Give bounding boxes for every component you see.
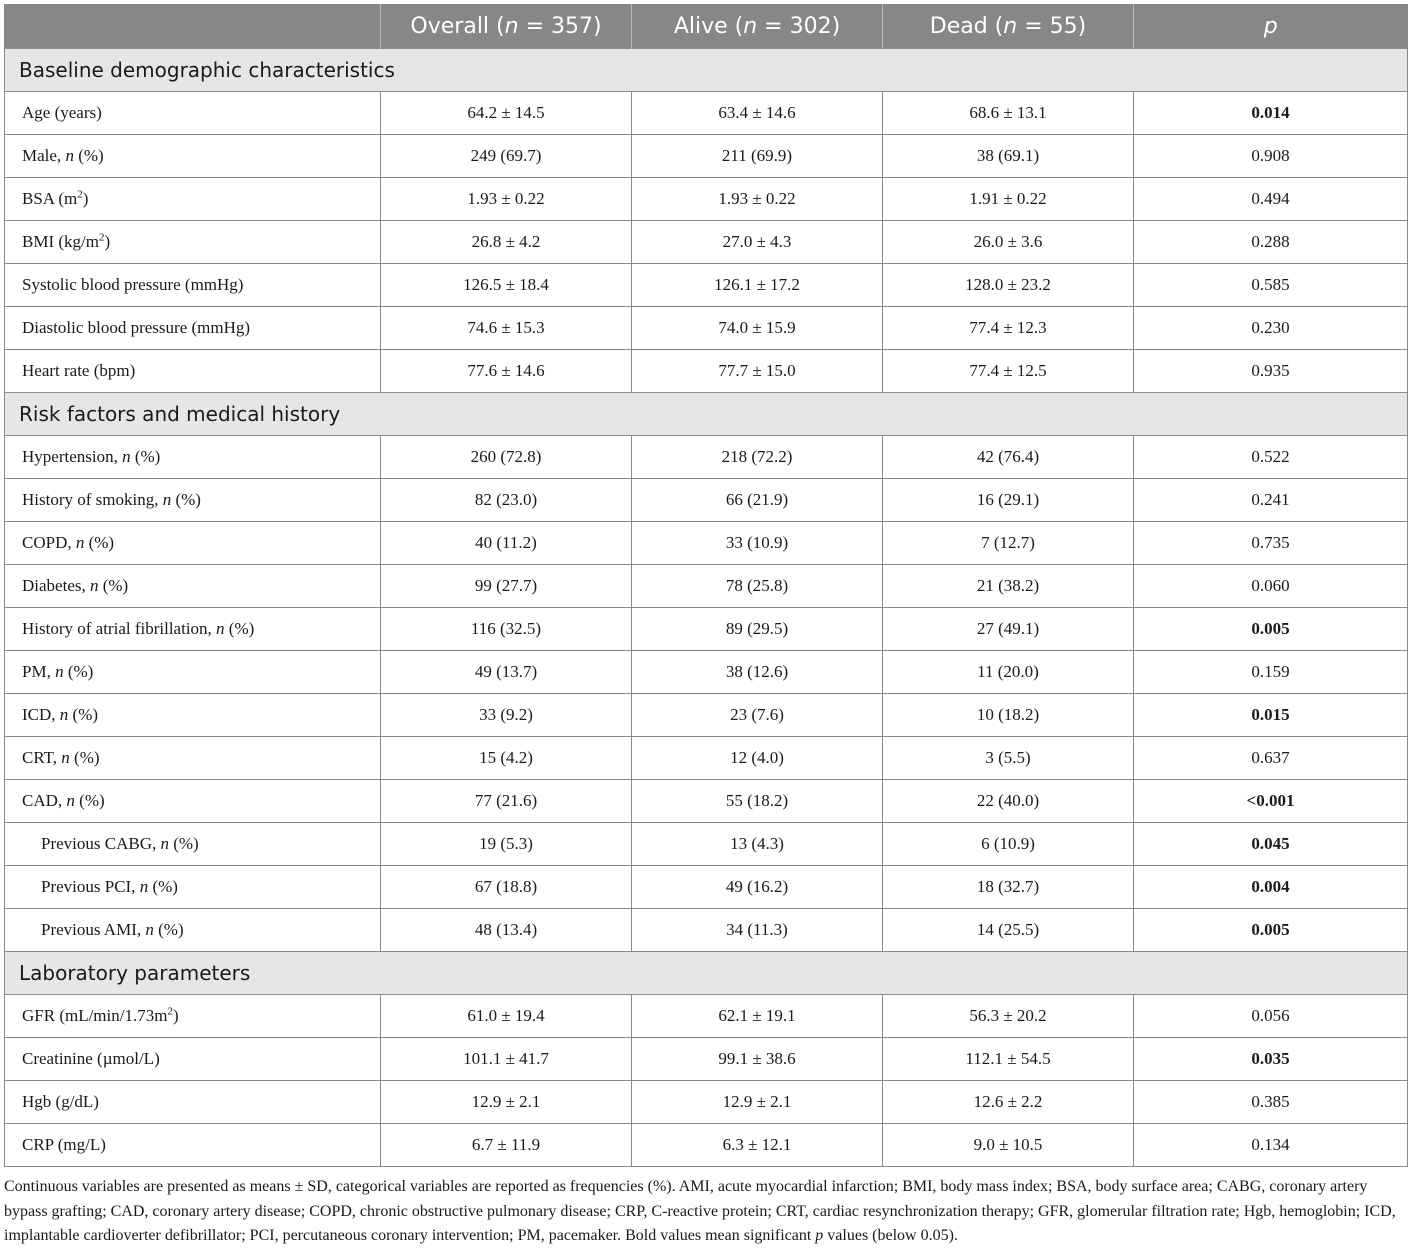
value-cell-0: 64.2 ± 14.5 <box>381 92 632 135</box>
p-value-cell: 0.522 <box>1134 436 1408 479</box>
row-label <box>5 737 381 780</box>
row-label-text-end: (%) <box>63 662 94 681</box>
row-label-text: Previous AMI, <box>41 920 146 939</box>
row-label-n-italic: n <box>162 490 172 509</box>
p-value-cell: 0.494 <box>1134 178 1408 221</box>
p-value-cell: 0.908 <box>1134 135 1408 178</box>
table-row <box>5 909 1408 952</box>
row-label-text-end: (%) <box>98 576 129 595</box>
table-row <box>5 92 1408 135</box>
row-label <box>5 909 381 952</box>
p-value-cell: 0.385 <box>1134 1081 1408 1124</box>
row-label-n-italic: n <box>65 146 74 165</box>
table-row <box>5 1124 1408 1167</box>
row-label <box>5 350 381 393</box>
column-header-0 <box>5 4 381 49</box>
row-label <box>5 264 381 307</box>
table-row <box>5 522 1408 565</box>
row-label-text-end: (%) <box>168 834 199 853</box>
value-cell-1: 62.1 ± 19.1 <box>632 995 883 1038</box>
table-row <box>5 995 1408 1038</box>
value-cell-2: 6 (10.9) <box>883 823 1134 866</box>
row-label-superscript: 2 <box>77 188 83 201</box>
value-cell-1: 33 (10.9) <box>632 522 883 565</box>
row-label-text-end: (%) <box>69 748 100 767</box>
table-row <box>5 135 1408 178</box>
table-header <box>5 4 1408 49</box>
value-cell-0: 82 (23.0) <box>381 479 632 522</box>
p-value-cell: 0.159 <box>1134 651 1408 694</box>
p-value-cell: 0.735 <box>1134 522 1408 565</box>
value-cell-2: 38 (69.1) <box>883 135 1134 178</box>
column-header-italic: n <box>743 13 758 39</box>
value-cell-1: 1.93 ± 0.22 <box>632 178 883 221</box>
column-header-text-end: = 357) <box>518 13 602 39</box>
column-header-1 <box>381 4 632 49</box>
p-value-cell: 0.005 <box>1134 608 1408 651</box>
value-cell-2: 14 (25.5) <box>883 909 1134 952</box>
value-cell-1: 49 (16.2) <box>632 866 883 909</box>
p-value-cell: 0.060 <box>1134 565 1408 608</box>
value-cell-2: 77.4 ± 12.5 <box>883 350 1134 393</box>
row-label-text: Diastolic blood pressure (mmHg) <box>22 318 251 337</box>
value-cell-0: 67 (18.8) <box>381 866 632 909</box>
row-label-text: History of smoking, <box>22 490 163 509</box>
value-cell-2: 42 (76.4) <box>883 436 1134 479</box>
row-label-text: CRP (mg/L) <box>22 1135 106 1154</box>
value-cell-0: 19 (5.3) <box>381 823 632 866</box>
value-cell-2: 12.6 ± 2.2 <box>883 1081 1134 1124</box>
table-row <box>5 350 1408 393</box>
row-label-text: Previous PCI, <box>41 877 140 896</box>
value-cell-1: 218 (72.2) <box>632 436 883 479</box>
row-label-text-end: (%) <box>148 877 178 896</box>
p-value-cell: 0.230 <box>1134 307 1408 350</box>
table-row <box>5 565 1408 608</box>
row-label-text: Age (years) <box>22 103 102 122</box>
row-label-text: BMI (kg/m <box>22 232 99 251</box>
row-label-text: ICD, <box>22 705 60 724</box>
section-title: Laboratory parameters <box>5 952 1408 995</box>
row-label-text: Previous CABG, <box>41 834 161 853</box>
column-header-text-end: = 302) <box>757 13 841 39</box>
value-cell-2: 56.3 ± 20.2 <box>883 995 1134 1038</box>
table-row <box>5 866 1408 909</box>
row-label-text: Male, <box>22 146 66 165</box>
column-header-italic: n <box>1003 13 1018 39</box>
row-label-text: Hypertension, <box>22 447 123 466</box>
table-footnote <box>4 1175 1407 1249</box>
table-body <box>5 49 1408 1167</box>
table-row <box>5 221 1408 264</box>
row-label-text-end: ) <box>82 189 89 208</box>
p-value-cell: 0.585 <box>1134 264 1408 307</box>
value-cell-2: 7 (12.7) <box>883 522 1134 565</box>
value-cell-1: 55 (18.2) <box>632 780 883 823</box>
section-header-row <box>5 393 1408 436</box>
value-cell-2: 9.0 ± 10.5 <box>883 1124 1134 1167</box>
value-cell-1: 23 (7.6) <box>632 694 883 737</box>
value-cell-0: 249 (69.7) <box>381 135 632 178</box>
row-label-text-end: (%) <box>68 705 99 724</box>
row-label-n-italic: n <box>160 834 169 853</box>
row-label <box>5 1081 381 1124</box>
value-cell-1: 66 (21.9) <box>632 479 883 522</box>
row-label <box>5 178 381 221</box>
table-row <box>5 737 1408 780</box>
table-row <box>5 436 1408 479</box>
value-cell-2: 16 (29.1) <box>883 479 1134 522</box>
value-cell-2: 27 (49.1) <box>883 608 1134 651</box>
row-label-n-italic: n <box>145 920 154 939</box>
value-cell-0: 101.1 ± 41.7 <box>381 1038 632 1081</box>
value-cell-0: 77 (21.6) <box>381 780 632 823</box>
column-header-italic: p <box>1263 13 1278 39</box>
row-label-text: GFR (mL/min/1.73m <box>22 1006 168 1025</box>
table-row <box>5 479 1408 522</box>
value-cell-2: 3 (5.5) <box>883 737 1134 780</box>
row-label-text: Systolic blood pressure (mmHg) <box>22 275 244 294</box>
value-cell-2: 21 (38.2) <box>883 565 1134 608</box>
p-value-cell: 0.015 <box>1134 694 1408 737</box>
value-cell-0: 6.7 ± 11.9 <box>381 1124 632 1167</box>
p-value-cell: 0.035 <box>1134 1038 1408 1081</box>
row-label <box>5 436 381 479</box>
value-cell-1: 12.9 ± 2.1 <box>632 1081 883 1124</box>
footnote-text: Continuous variables are presented as means ± SD, categorical variables are reported as frequencies (%). AMI, acute myocardial infarction; BMI, body mass index; BSA, body surface area; CABG, coronary artery bypass grafting; CAD, coronary artery disease; COPD, chronic obstructive pulmonary disease; CRP, C-reactive protein; CRT, cardiac resynchronization therapy; GFR, glomerular filtration rate; Hgb, hemoglobin; ICD, implantable cardioverter defibrillator; PCI, percutaneous coronary intervention; PM, pacemaker. Bold values mean significant <box>4 1178 1396 1244</box>
row-label-text-end: ) <box>172 1006 179 1025</box>
row-label <box>5 92 381 135</box>
column-header-2 <box>632 4 883 49</box>
row-label-text-end: (%) <box>153 920 184 939</box>
row-label-text: CAD, <box>22 791 67 810</box>
column-header-4 <box>1134 4 1408 49</box>
row-label-text: Creatinine (µmol/L) <box>22 1049 160 1068</box>
table-row <box>5 307 1408 350</box>
row-label-n-italic: n <box>75 533 85 552</box>
row-label-text-end: ) <box>104 232 111 251</box>
value-cell-0: 26.8 ± 4.2 <box>381 221 632 264</box>
value-cell-0: 40 (11.2) <box>381 522 632 565</box>
footnote-text-end: values (below 0.05). <box>823 1227 958 1244</box>
p-value-cell: 0.004 <box>1134 866 1408 909</box>
value-cell-1: 13 (4.3) <box>632 823 883 866</box>
section-header-row <box>5 952 1408 995</box>
section-title: Risk factors and medical history <box>5 393 1408 436</box>
footnote-italic: p <box>815 1227 824 1244</box>
table-row <box>5 1081 1408 1124</box>
value-cell-2: 1.91 ± 0.22 <box>883 178 1134 221</box>
value-cell-0: 61.0 ± 19.4 <box>381 995 632 1038</box>
value-cell-0: 260 (72.8) <box>381 436 632 479</box>
value-cell-0: 126.5 ± 18.4 <box>381 264 632 307</box>
value-cell-2: 11 (20.0) <box>883 651 1134 694</box>
column-header-3 <box>883 4 1134 49</box>
value-cell-2: 68.6 ± 13.1 <box>883 92 1134 135</box>
value-cell-1: 99.1 ± 38.6 <box>632 1038 883 1081</box>
column-header-text: Alive ( <box>673 13 744 39</box>
column-header-text-end: = 55) <box>1017 13 1087 39</box>
value-cell-1: 6.3 ± 12.1 <box>632 1124 883 1167</box>
p-value-cell: 0.005 <box>1134 909 1408 952</box>
row-label-text-end: (%) <box>84 533 115 552</box>
baseline-characteristics-table <box>4 4 1408 1167</box>
row-label-text: Diabetes, <box>22 576 90 595</box>
value-cell-2: 128.0 ± 23.2 <box>883 264 1134 307</box>
value-cell-1: 34 (11.3) <box>632 909 883 952</box>
column-header-italic: n <box>504 13 519 39</box>
value-cell-1: 27.0 ± 4.3 <box>632 221 883 264</box>
row-label <box>5 221 381 264</box>
row-label <box>5 522 381 565</box>
value-cell-0: 12.9 ± 2.1 <box>381 1081 632 1124</box>
value-cell-1: 211 (69.9) <box>632 135 883 178</box>
row-label <box>5 1124 381 1167</box>
row-label-n-italic: n <box>139 877 149 896</box>
row-label-text: PM, <box>22 662 56 681</box>
row-label <box>5 135 381 178</box>
row-label-text: Heart rate (bpm) <box>22 361 136 380</box>
value-cell-0: 1.93 ± 0.22 <box>381 178 632 221</box>
value-cell-0: 33 (9.2) <box>381 694 632 737</box>
value-cell-1: 126.1 ± 17.2 <box>632 264 883 307</box>
p-value-cell: <0.001 <box>1134 780 1408 823</box>
p-value-cell: 0.134 <box>1134 1124 1408 1167</box>
value-cell-1: 89 (29.5) <box>632 608 883 651</box>
table-row <box>5 694 1408 737</box>
p-value-cell: 0.241 <box>1134 479 1408 522</box>
row-label-superscript: 2 <box>98 231 105 244</box>
row-label-text: BSA (m <box>22 189 78 208</box>
table-container <box>4 4 1407 1167</box>
value-cell-0: 48 (13.4) <box>381 909 632 952</box>
row-label-text-end: (%) <box>130 447 161 466</box>
p-value-cell: 0.045 <box>1134 823 1408 866</box>
row-label <box>5 307 381 350</box>
value-cell-0: 116 (32.5) <box>381 608 632 651</box>
row-label-text-end: (%) <box>171 490 201 509</box>
value-cell-0: 49 (13.7) <box>381 651 632 694</box>
table-row <box>5 608 1408 651</box>
row-label-n-italic: n <box>216 619 225 638</box>
value-cell-2: 18 (32.7) <box>883 866 1134 909</box>
value-cell-2: 10 (18.2) <box>883 694 1134 737</box>
value-cell-1: 38 (12.6) <box>632 651 883 694</box>
value-cell-1: 77.7 ± 15.0 <box>632 350 883 393</box>
row-label-text: COPD, <box>22 533 76 552</box>
table-row <box>5 178 1408 221</box>
section-title: Baseline demographic characteristics <box>5 49 1408 92</box>
value-cell-0: 15 (4.2) <box>381 737 632 780</box>
row-label-n-italic: n <box>89 576 99 595</box>
value-cell-0: 77.6 ± 14.6 <box>381 350 632 393</box>
row-label-text-end: (%) <box>73 146 104 165</box>
value-cell-0: 99 (27.7) <box>381 565 632 608</box>
table-row <box>5 1038 1408 1081</box>
value-cell-1: 78 (25.8) <box>632 565 883 608</box>
row-label-n-italic: n <box>122 447 131 466</box>
value-cell-2: 112.1 ± 54.5 <box>883 1038 1134 1081</box>
row-label-text: History of atrial fibrillation, <box>22 619 217 638</box>
row-label <box>5 565 381 608</box>
section-header-row <box>5 49 1408 92</box>
value-cell-1: 74.0 ± 15.9 <box>632 307 883 350</box>
p-value-cell: 0.056 <box>1134 995 1408 1038</box>
row-label <box>5 995 381 1038</box>
table-row <box>5 264 1408 307</box>
row-label-text-end: (%) <box>224 619 255 638</box>
value-cell-2: 77.4 ± 12.3 <box>883 307 1134 350</box>
row-label-text: CRT, <box>22 748 62 767</box>
row-label <box>5 866 381 909</box>
p-value-cell: 0.637 <box>1134 737 1408 780</box>
row-label-text-end: (%) <box>74 791 105 810</box>
row-label-text: Hgb (g/dL) <box>22 1092 99 1111</box>
value-cell-2: 26.0 ± 3.6 <box>883 221 1134 264</box>
row-label-n-italic: n <box>59 705 69 724</box>
column-header-text: Dead ( <box>929 13 1004 39</box>
value-cell-1: 63.4 ± 14.6 <box>632 92 883 135</box>
value-cell-1: 12 (4.0) <box>632 737 883 780</box>
row-label-n-italic: n <box>61 748 70 767</box>
p-value-cell: 0.014 <box>1134 92 1408 135</box>
table-row <box>5 823 1408 866</box>
p-value-cell: 0.288 <box>1134 221 1408 264</box>
table-row <box>5 780 1408 823</box>
row-label <box>5 780 381 823</box>
value-cell-2: 22 (40.0) <box>883 780 1134 823</box>
table-row <box>5 651 1408 694</box>
value-cell-0: 74.6 ± 15.3 <box>381 307 632 350</box>
row-label <box>5 479 381 522</box>
column-header-text: Overall ( <box>410 13 505 39</box>
row-label-n-italic: n <box>66 791 75 810</box>
row-label <box>5 694 381 737</box>
row-label-n-italic: n <box>55 662 64 681</box>
row-label <box>5 651 381 694</box>
header-row <box>5 4 1408 49</box>
row-label-superscript: 2 <box>167 1005 173 1018</box>
row-label <box>5 608 381 651</box>
p-value-cell: 0.935 <box>1134 350 1408 393</box>
row-label <box>5 1038 381 1081</box>
row-label <box>5 823 381 866</box>
